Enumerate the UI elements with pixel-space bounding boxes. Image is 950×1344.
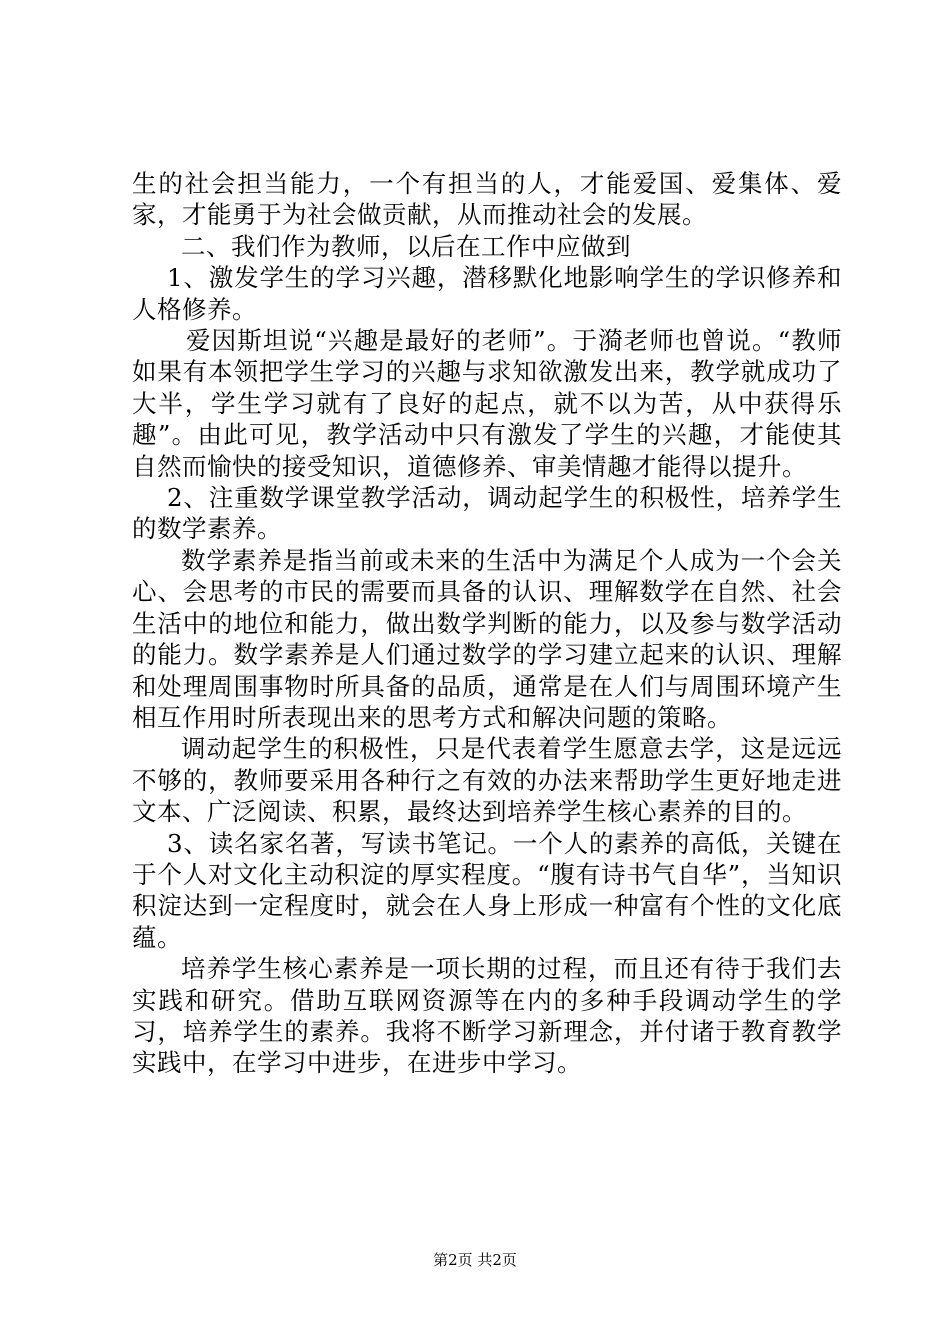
point-3-paragraph: 3、读名家名著，写读书笔记。一个人的素养的高低，关键在于个人对文化主动积淀的厚实程度。“腹有诗书气自华”，当知识积淀达到一定程度时，就会在人身上形成一种富有个性的文化底蕴。: [132, 828, 842, 952]
document-body: [132, 168, 842, 1079]
point-2-heading: 2、注重数学课堂教学活动，调动起学生的积极性，培养学生的数学素养。: [132, 483, 842, 544]
paragraph-continuation: 生的社会担当能力，一个有担当的人，才能爱国、爱集体、爱家，才能勇于为社会做贡献，从而推动社会的发展。: [132, 169, 842, 230]
page-number-footer: 第2页 共2页: [433, 1251, 517, 1269]
paragraph-math-literacy: 数学素养是指当前或未来的生活中为满足个人成为一个会关心、会思考的市民的需要而具备的认识、理解数学在自然、社会生活中的地位和能力，做出数学判断的能力，以及参与数学活动的能力。数学素养是人们通过数学的学习建立起来的认识、理解和处理周围事物时所具备的品质，通常是在人们与周围环境产生相互作用时所表现出来的思考方式和解决问题的策略。: [132, 545, 842, 732]
paragraph-interest: 爱因斯坦说“兴趣是最好的老师”。于漪老师也曾说。“教师如果有本领把学生学习的兴趣与求知欲激发出来，教学就成功了大半，学生学习就有了良好的起点，就不以为苦，从中获得乐趣”。由此可见，教学活动中只有激发了学生的兴趣，才能使其自然而愉快的接受知识，道德修养、审美情趣才能得以提升。: [132, 326, 842, 481]
section-heading-2: 二、我们作为教师，以后在工作中应做到: [181, 231, 631, 261]
point-1-heading: 1、激发学生的学习兴趣，潜移默化地影响学生的学识修养和人格修养。: [132, 263, 842, 324]
paragraph-conclusion: 培养学生核心素养是一项长期的过程，而且还有待于我们去实践和研究。借助互联网资源等在内的多种手段调动学生的学习，培养学生的素养。我将不断学习新理念，并付诸于教育教学实践中，在学习中进步，在进步中学习。: [132, 954, 842, 1078]
paragraph-motivation: 调动起学生的积极性，只是代表着学生愿意去学，这是远远不够的，教师要采用各种行之有效的办法来帮助学生更好地走进文本、广泛阅读、积累，最终达到培养学生核心素养的目的。: [132, 734, 842, 827]
